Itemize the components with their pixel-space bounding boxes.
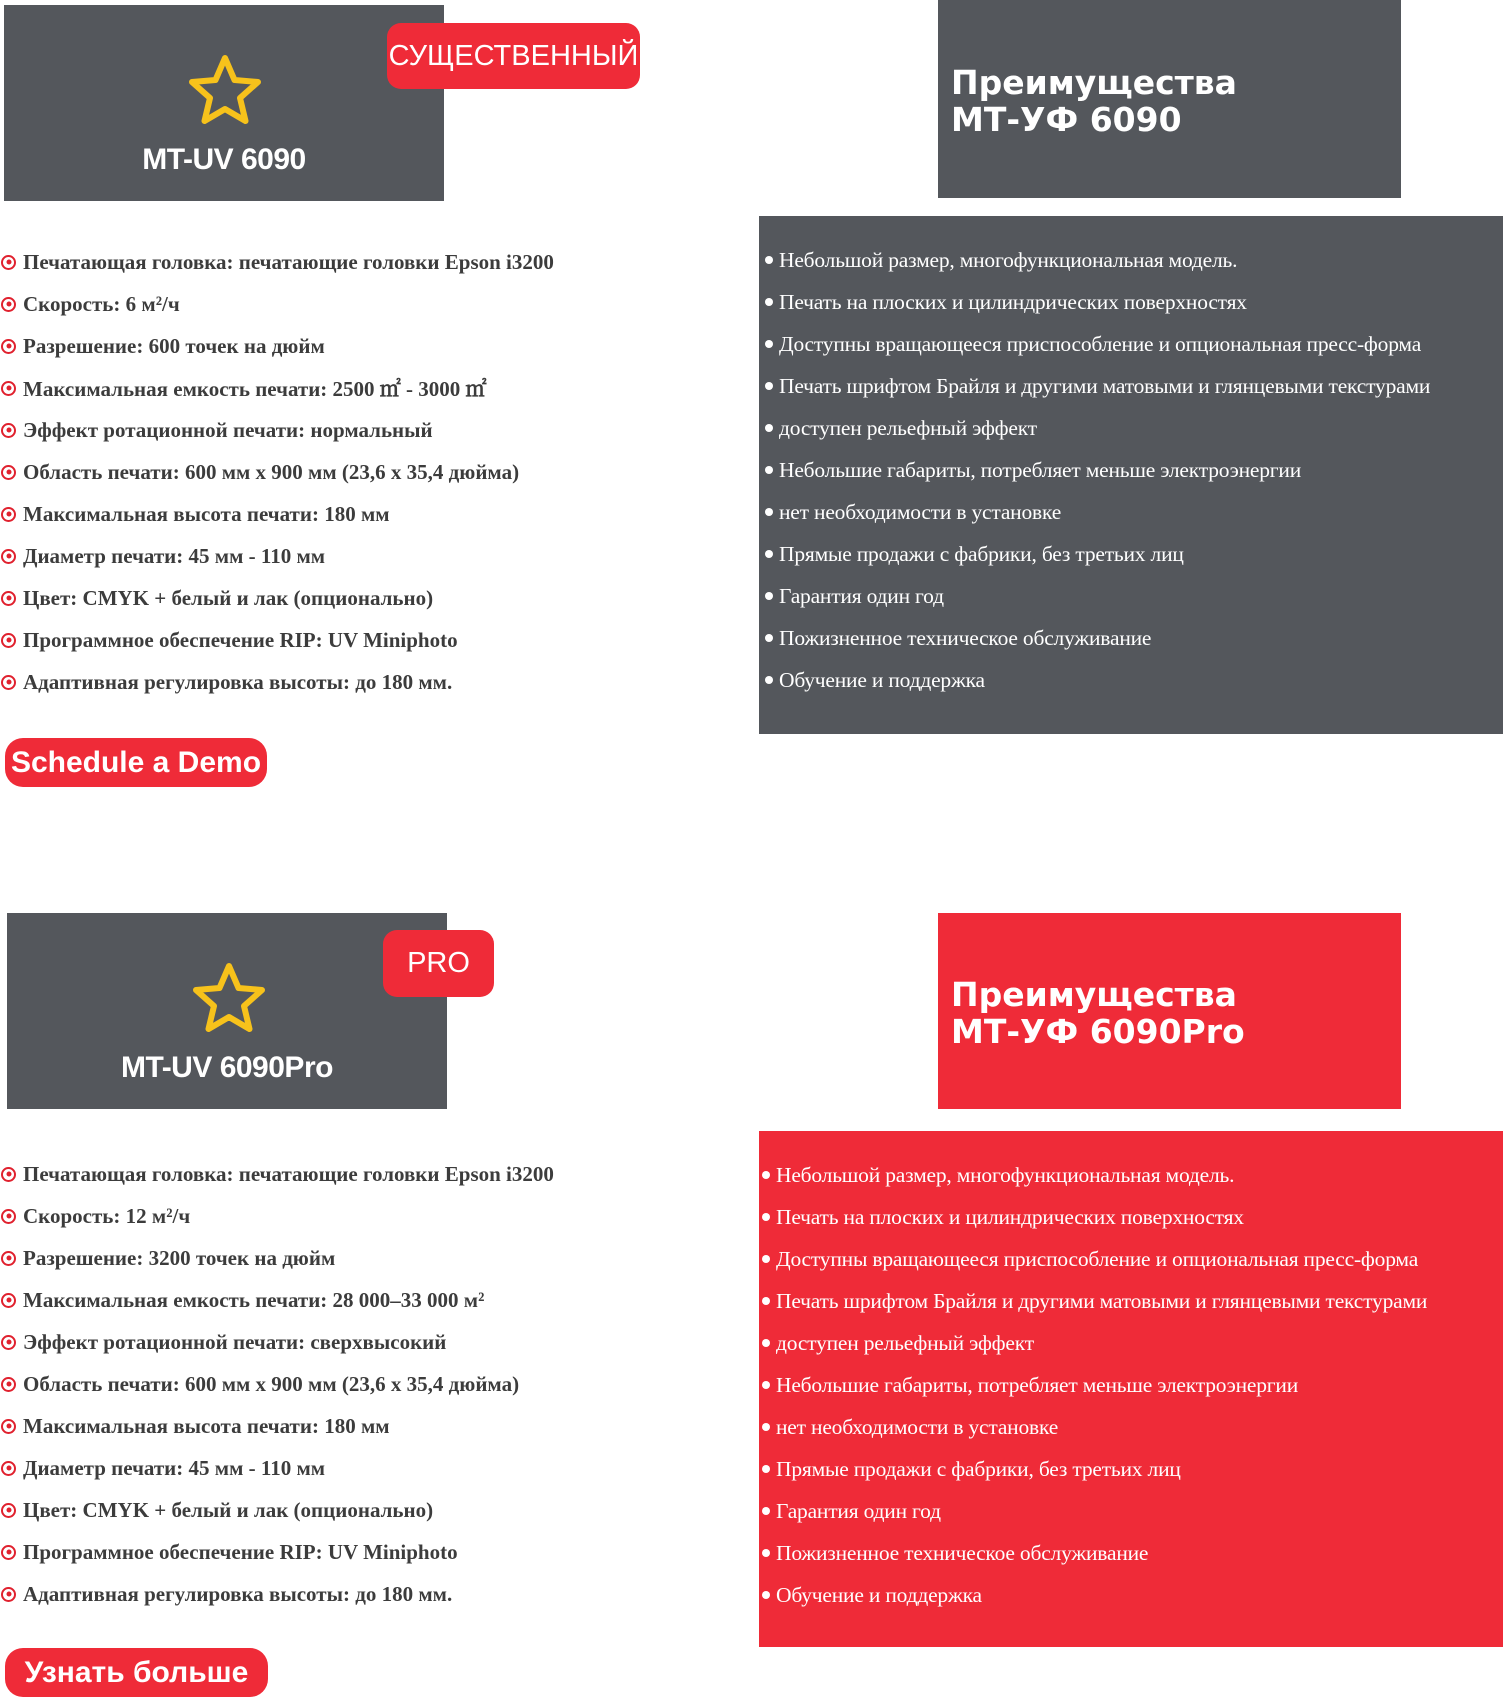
bullet-dot-icon: [762, 1339, 770, 1347]
advantages-box: [759, 1131, 1503, 1647]
bullet-dot-icon: [762, 1591, 770, 1599]
radio-bullet-icon: [1, 339, 16, 354]
radio-bullet-icon: [1, 1587, 16, 1602]
spec-item: Адаптивная регулировка высоты: до 180 мм.: [0, 1573, 554, 1615]
radio-bullet-icon: [1, 381, 16, 396]
radio-bullet-icon: [1, 1377, 16, 1392]
bullet-dot-icon: [762, 1507, 770, 1515]
bullet-dot-icon: [765, 508, 773, 516]
advantages-title: Преимущества МТ-УФ 6090Pro: [938, 913, 1401, 1109]
radio-bullet-icon: [1, 633, 16, 648]
spec-item: Цвет: CMYK + белый и лак (опционально): [0, 577, 554, 619]
radio-bullet-icon: [1, 255, 16, 270]
bullet-dot-icon: [765, 634, 773, 642]
advantage-item: нет необходимости в установке: [765, 491, 1430, 533]
advantage-item: Доступны вращающееся приспособление и опциональная пресс-форма: [762, 1238, 1427, 1280]
bullet-dot-icon: [762, 1381, 770, 1389]
star-icon: [185, 51, 265, 131]
radio-bullet-icon: [1, 1167, 16, 1182]
bullet-dot-icon: [762, 1549, 770, 1557]
spec-item: Эффект ротационной печати: сверхвысокий: [0, 1321, 554, 1363]
bullet-dot-icon: [765, 424, 773, 432]
radio-bullet-icon: [1, 297, 16, 312]
advantage-item: Прямые продажи с фабрики, без третьих лиц: [765, 533, 1430, 575]
product-badge: PRO: [383, 930, 494, 997]
bullet-dot-icon: [765, 676, 773, 684]
advantage-item: доступен рельефный эффект: [765, 407, 1430, 449]
bullet-dot-icon: [765, 256, 773, 264]
radio-bullet-icon: [1, 1545, 16, 1560]
spec-item: Область печати: 600 мм x 900 мм (23,6 x 35,4 дюйма): [0, 451, 554, 493]
spec-item: Программное обеспечение RIP: UV Miniphoto: [0, 619, 554, 661]
advantage-item: Печать шрифтом Брайля и другими матовыми и глянцевыми текстурами: [765, 365, 1430, 407]
spec-item: Диаметр печати: 45 мм - 110 мм: [0, 535, 554, 577]
spec-item: Разрешение: 600 точек на дюйм: [0, 325, 554, 367]
advantages-box: [759, 216, 1503, 734]
advantage-item: Печать шрифтом Брайля и другими матовыми и глянцевыми текстурами: [762, 1280, 1427, 1322]
bullet-dot-icon: [765, 550, 773, 558]
spec-item: Максимальная емкость печати: 28 000–33 000 м²: [0, 1279, 554, 1321]
radio-bullet-icon: [1, 675, 16, 690]
advantage-item: Гарантия один год: [765, 575, 1430, 617]
advantages-list: [762, 1154, 1427, 1616]
schedule-demo-button[interactable]: Schedule a Demo: [5, 738, 267, 787]
spec-item: Эффект ротационной печати: нормальный: [0, 409, 554, 451]
spec-list: [0, 241, 554, 703]
radio-bullet-icon: [1, 1251, 16, 1266]
spec-item: Скорость: 12 м²/ч: [0, 1195, 554, 1237]
spec-item: Адаптивная регулировка высоты: до 180 мм.: [0, 661, 554, 703]
spec-item: Диаметр печати: 45 мм - 110 мм: [0, 1447, 554, 1489]
spec-item: Область печати: 600 мм x 900 мм (23,6 x 35,4 дюйма): [0, 1363, 554, 1405]
radio-bullet-icon: [1, 1335, 16, 1350]
bullet-dot-icon: [762, 1255, 770, 1263]
advantage-item: Доступны вращающееся приспособление и опциональная пресс-форма: [765, 323, 1430, 365]
spec-item: Разрешение: 3200 точек на дюйм: [0, 1237, 554, 1279]
bullet-dot-icon: [765, 340, 773, 348]
spec-item: Максимальная высота печати: 180 мм: [0, 493, 554, 535]
spec-item: Программное обеспечение RIP: UV Miniphoto: [0, 1531, 554, 1573]
advantage-item: Прямые продажи с фабрики, без третьих лиц: [762, 1448, 1427, 1490]
bullet-dot-icon: [765, 592, 773, 600]
spec-item: Максимальная емкость печати: 2500 ㎡ - 3000 ㎡: [0, 367, 554, 409]
advantage-item: Пожизненное техническое обслуживание: [765, 617, 1430, 659]
advantages-list: [765, 239, 1430, 701]
product-card-6090: [4, 5, 444, 201]
product-card-6090pro: [7, 913, 447, 1109]
product-model-name: MT-UV 6090Pro: [121, 1051, 333, 1084]
advantage-item: Обучение и поддержка: [762, 1574, 1427, 1616]
advantage-item: Небольшие габариты, потребляет меньше электроэнергии: [762, 1364, 1427, 1406]
advantage-item: Небольшой размер, многофункциональная модель.: [762, 1154, 1427, 1196]
advantage-item: Гарантия один год: [762, 1490, 1427, 1532]
radio-bullet-icon: [1, 1419, 16, 1434]
radio-bullet-icon: [1, 1461, 16, 1476]
bullet-dot-icon: [765, 298, 773, 306]
product-model-name: MT-UV 6090: [142, 143, 306, 176]
product-badge: СУЩЕСТВЕННЫЙ: [387, 23, 640, 89]
advantage-item: Печать на плоских и цилиндрических поверхностях: [762, 1196, 1427, 1238]
spec-list: [0, 1153, 554, 1615]
bullet-dot-icon: [765, 466, 773, 474]
radio-bullet-icon: [1, 507, 16, 522]
radio-bullet-icon: [1, 465, 16, 480]
advantage-item: Пожизненное техническое обслуживание: [762, 1532, 1427, 1574]
radio-bullet-icon: [1, 549, 16, 564]
advantage-item: Небольшой размер, многофункциональная модель.: [765, 239, 1430, 281]
advantage-item: Небольшие габариты, потребляет меньше электроэнергии: [765, 449, 1430, 491]
bullet-dot-icon: [762, 1171, 770, 1179]
radio-bullet-icon: [1, 1293, 16, 1308]
bullet-dot-icon: [762, 1297, 770, 1305]
advantage-item: нет необходимости в установке: [762, 1406, 1427, 1448]
radio-bullet-icon: [1, 591, 16, 606]
advantage-item: Обучение и поддержка: [765, 659, 1430, 701]
spec-item: Скорость: 6 м²/ч: [0, 283, 554, 325]
radio-bullet-icon: [1, 423, 16, 438]
advantages-title: Преимущества МТ-УФ 6090: [938, 0, 1401, 198]
star-icon: [189, 959, 269, 1039]
spec-item: Печатающая головка: печатающие головки Epson i3200: [0, 1153, 554, 1195]
spec-item: Печатающая головка: печатающие головки Epson i3200: [0, 241, 554, 283]
radio-bullet-icon: [1, 1209, 16, 1224]
bullet-dot-icon: [762, 1423, 770, 1431]
spec-item: Максимальная высота печати: 180 мм: [0, 1405, 554, 1447]
advantage-item: доступен рельефный эффект: [762, 1322, 1427, 1364]
advantage-item: Печать на плоских и цилиндрических поверхностях: [765, 281, 1430, 323]
spec-item: Цвет: CMYK + белый и лак (опционально): [0, 1489, 554, 1531]
bullet-dot-icon: [762, 1465, 770, 1473]
bullet-dot-icon: [765, 382, 773, 390]
radio-bullet-icon: [1, 1503, 16, 1518]
learn-more-button[interactable]: Узнать больше: [5, 1648, 268, 1697]
bullet-dot-icon: [762, 1213, 770, 1221]
